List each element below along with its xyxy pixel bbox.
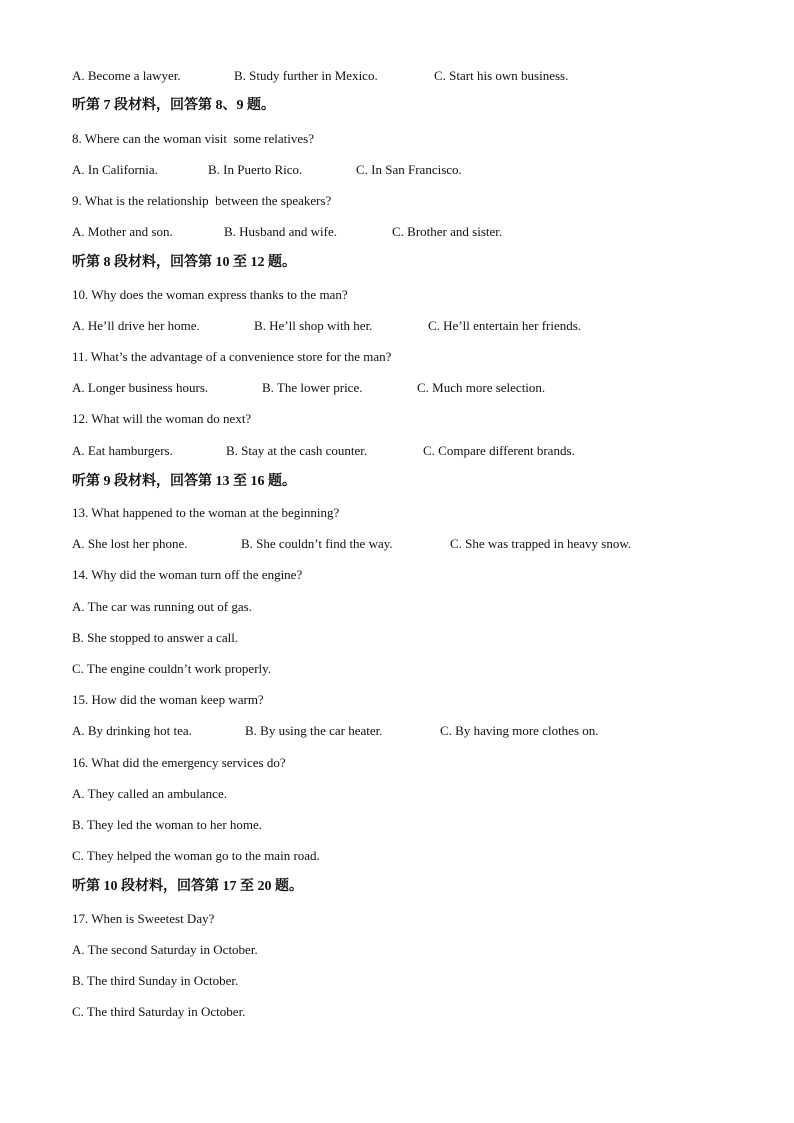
- question-16: 16. What did the emergency services do?: [72, 755, 286, 770]
- option-b: B. They led the woman to her home.: [72, 817, 263, 832]
- option-c: C. He’ll entertain her friends.: [428, 318, 582, 333]
- option-c: C. Start his own business.: [434, 68, 569, 83]
- section-heading-10: 听第 10 段材料，回答第 17 至 20 题。: [72, 879, 303, 894]
- option-c: C. Compare different brands.: [423, 443, 575, 458]
- option-c: C. Much more selection.: [417, 380, 546, 395]
- option-b: B. She stopped to answer a call.: [72, 630, 239, 645]
- option-a: A. She lost her phone.: [72, 536, 188, 551]
- option-c: C. Brother and sister.: [392, 224, 503, 239]
- option-b: B. She couldn’t find the way.: [241, 536, 393, 551]
- option-a: A. Mother and son.: [72, 224, 173, 239]
- option-c: C. By having more clothes on.: [440, 723, 599, 738]
- option-a: A. By drinking hot tea.: [72, 723, 192, 738]
- option-b: B. The lower price.: [262, 380, 363, 395]
- option-c: C. The third Saturday in October.: [72, 1004, 246, 1019]
- option-a: A. They called an ambulance.: [72, 786, 227, 801]
- option-b: B. He’ll shop with her.: [254, 318, 373, 333]
- option-b: B. By using the car heater.: [245, 723, 383, 738]
- option-b: B. The third Sunday in October.: [72, 973, 239, 988]
- option-c: C. In San Francisco.: [356, 162, 462, 177]
- option-b: B. Husband and wife.: [224, 224, 338, 239]
- option-a: A. In California.: [72, 162, 158, 177]
- option-a: A. He’ll drive her home.: [72, 318, 200, 333]
- option-a: A. Become a lawyer.: [72, 68, 181, 83]
- option-a: A. The car was running out of gas.: [72, 599, 252, 614]
- option-a: A. Eat hamburgers.: [72, 443, 173, 458]
- option-b: B. In Puerto Rico.: [208, 162, 303, 177]
- question-12: 12. What will the woman do next?: [72, 411, 252, 426]
- question-14: 14. Why did the woman turn off the engine?: [72, 567, 303, 582]
- option-c: C. The engine couldn’t work properly.: [72, 661, 272, 676]
- question-9: 9. What is the relationship between the speakers?: [72, 193, 332, 208]
- section-heading-7: 听第 7 段材料，回答第 8、9 题。: [72, 98, 275, 113]
- option-a: A. Longer business hours.: [72, 380, 209, 395]
- section-heading-8: 听第 8 段材料，回答第 10 至 12 题。: [72, 255, 296, 270]
- question-8: 8. Where can the woman visit some relatives?: [72, 131, 314, 146]
- option-a: A. The second Saturday in October.: [72, 942, 258, 957]
- question-13: 13. What happened to the woman at the beginning?: [72, 505, 340, 520]
- section-heading-9: 听第 9 段材料，回答第 13 至 16 题。: [72, 474, 296, 489]
- question-11: 11. What’s the advantage of a convenience store for the man?: [72, 349, 392, 364]
- question-15: 15. How did the woman keep warm?: [72, 692, 264, 707]
- option-c: C. They helped the woman go to the main road.: [72, 848, 320, 863]
- question-17: 17. When is Sweetest Day?: [72, 911, 215, 926]
- option-b: B. Stay at the cash counter.: [226, 443, 368, 458]
- option-b: B. Study further in Mexico.: [234, 68, 378, 83]
- option-c: C. She was trapped in heavy snow.: [450, 536, 632, 551]
- question-10: 10. Why does the woman express thanks to the man?: [72, 287, 348, 302]
